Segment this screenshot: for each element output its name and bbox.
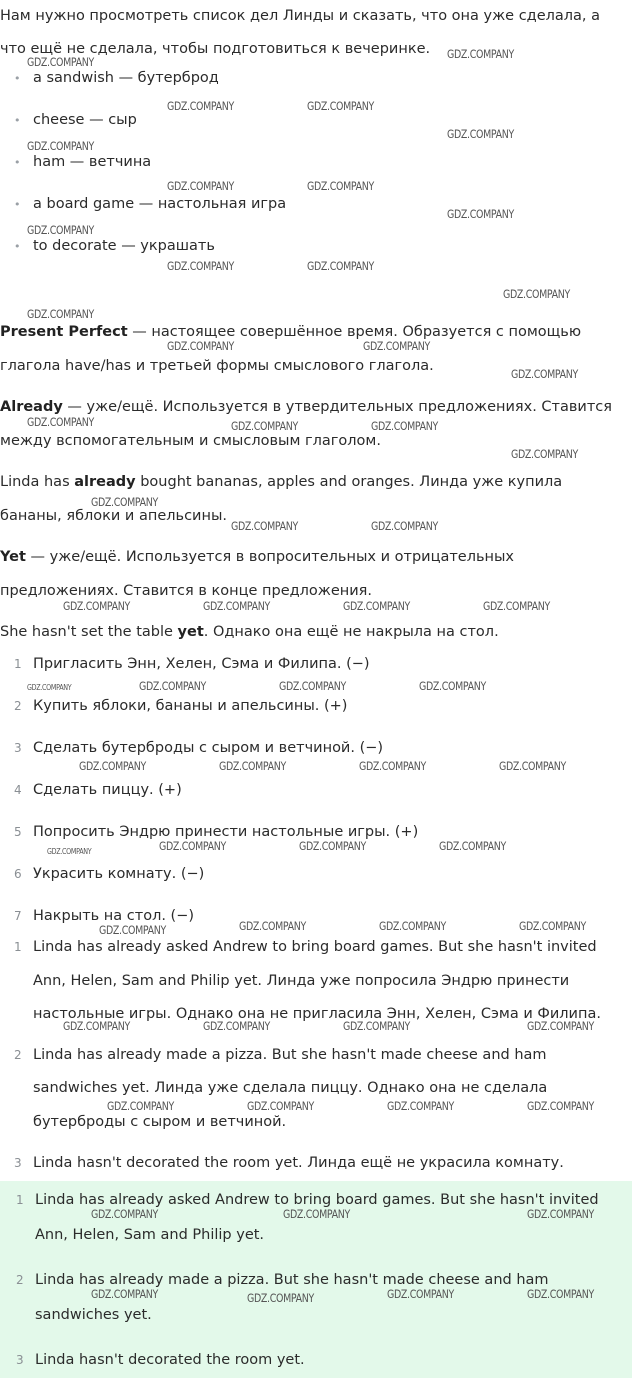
task-text: Накрыть на стол. (−) [33,908,195,924]
watermark-text: GDZ.COMPANY [107,1099,174,1113]
watermark-text: GDZ.COMPANY [371,419,438,433]
watermark-text: GDZ.COMPANY [419,679,486,693]
task-text: Украсить комнату. (−) [33,866,205,882]
task-item [0,858,626,900]
watermark-text: GDZ.COMPANY [511,367,578,381]
final-answer-text: Linda has already asked Andrew to bring board games. But she hasn't invited Ann, Helen, Sam and Philip yet. [35,1192,599,1243]
task-item [0,900,626,933]
watermark-text: GDZ.COMPANY [247,1099,314,1113]
vocab-item: • a sandwish — бутерброд [0,62,620,104]
watermark-text: GDZ.COMPANY [91,495,158,509]
task-text: Сделать пиццу. (+) [33,782,182,798]
answer-item [0,1039,626,1140]
watermark-text: GDZ.COMPANY [63,1019,130,1033]
final-answer-list [0,1183,626,1378]
item-number: 1 [16,1193,24,1207]
task-item [0,648,626,690]
task-item [0,732,626,774]
item-number: 6 [14,867,22,881]
watermark-text: GDZ.COMPANY [167,99,234,113]
final-answer-text: Linda hasn't decorated the room yet. [35,1352,305,1368]
example-part: bought bananas, apples and oranges. Линда уже купила бананы, яблоки и апельсины. [0,474,563,524]
final-answer-item [0,1263,626,1333]
already-rule [0,390,628,458]
item-number: 3 [14,1156,22,1170]
watermark-text: GDZ.COMPANY [159,839,226,853]
answer-translation-list [0,931,626,1181]
vocab-item: • a board game — настольная игра [0,188,620,230]
watermark-text: GDZ.COMPANY [91,1287,158,1301]
task-item [0,816,626,858]
example-keyword: yet [177,624,204,640]
item-number: 2 [14,1047,22,1062]
item-number: 2 [16,1273,24,1287]
item-number: 3 [14,741,22,755]
watermark-text: GDZ.COMPANY [519,919,586,933]
item-number: 2 [14,699,22,713]
watermark-text: GDZ.COMPANY [371,519,438,533]
watermark-text: GDZ.COMPANY [99,923,166,937]
yet-term: Yet [0,549,26,565]
watermark-text: GDZ.COMPANY [203,1019,270,1033]
watermark-text: GDZ.COMPANY [283,1207,350,1221]
watermark-text: GDZ.COMPANY [203,599,270,613]
task-item [0,774,626,816]
vocab-item: • to decorate — украшать [0,230,620,272]
watermark-text: GDZ.COMPANY [387,1287,454,1301]
watermark-text: GDZ.COMPANY [27,307,94,321]
watermark-text: GDZ.COMPANY [307,179,374,193]
yet-rule [0,540,628,608]
watermark-text: GDZ.COMPANY [63,599,130,613]
watermark-text: GDZ.COMPANY [503,287,570,301]
item-number: 3 [16,1353,24,1367]
item-number: 7 [14,909,22,923]
watermark-text: GDZ.COMPANY [439,839,506,853]
final-answer-text: Linda has already made a pizza. But she hasn't made cheese and ham sandwiches yet. [35,1272,549,1323]
watermark-text: GDZ.COMPANY [299,839,366,853]
watermark-text: GDZ.COMPANY [447,207,514,221]
watermark-text: GDZ.COMPANY [447,47,514,61]
answer-text: Linda has already made a pizza. But she hasn't made cheese and ham sandwiches yet. Линда уже сделала пиццу. Однако она не сделала бутерброды с сыром и ветчиной. [33,1046,548,1130]
watermark-text: GDZ.COMPANY [231,519,298,533]
watermark-text: GDZ.COMPANY [499,759,566,773]
watermark-text: GDZ.COMPANY [527,1287,594,1301]
yet-text: — уже/ещё. Используется в вопросительных и отрицательных предложениях. Ставится в конце предложения. [0,549,515,599]
watermark-text: GDZ.COMPANY [27,139,94,153]
final-answer-item [0,1343,626,1378]
intro-text: Нам нужно просмотреть список дел Линды и сказать, что она уже сделала, а что ещё не сделала, чтобы подготовиться к вечеринке. [0,8,601,57]
final-answer-box [0,1181,632,1378]
watermark-text: GDZ.COMPANY [387,1099,454,1113]
final-answer-item [0,1183,626,1253]
watermark-text: GDZ.COMPANY [27,223,94,237]
yet-example [0,615,628,649]
present-perfect-rule [0,315,628,383]
watermark-text: GDZ.COMPANY [527,1099,594,1113]
task-text: Сделать бутерброды с сыром и ветчиной. (−) [33,740,384,756]
watermark-text: GDZ.COMPANY [483,599,550,613]
watermark-text: GDZ.COMPANY [79,759,146,773]
vocab-item: • ham — ветчина [0,146,620,188]
watermark-text: GDZ.COMPANY [167,339,234,353]
already-text: — уже/ещё. Используется в утвердительных предложениях. Ставится между вспомогательным и смысловым глаголом. [0,399,612,449]
watermark-text: GDZ.COMPANY [239,919,306,933]
task-list [0,648,626,933]
watermark-text: GDZ.COMPANY [27,55,94,69]
already-term: Already [0,399,63,415]
watermark-text: GDZ.COMPANY [447,127,514,141]
vocab-list [0,62,620,272]
item-number: 4 [14,783,22,797]
watermark-text: GDZ.COMPANY [279,679,346,693]
watermark-text: GDZ.COMPANY [27,683,72,692]
watermark-text: GDZ.COMPANY [363,339,430,353]
watermark-text: GDZ.COMPANY [247,1291,314,1305]
answer-text: Linda hasn't decorated the room yet. Линда ещё не украсила комнату. [33,1155,564,1171]
item-number: 1 [14,657,22,671]
watermark-text: GDZ.COMPANY [527,1019,594,1033]
example-keyword: already [74,474,136,490]
task-text: Купить яблоки, бананы и апельсины. (+) [33,698,348,714]
watermark-text: GDZ.COMPANY [343,599,410,613]
answer-item [0,1147,626,1181]
task-item [0,690,626,732]
present-perfect-text: — настоящее совершённое время. Образуется с помощью глагола have/has и третьей формы смыслового глагола. [0,324,582,374]
watermark-text: GDZ.COMPANY [47,847,92,856]
watermark-text: GDZ.COMPANY [139,679,206,693]
answer-text: Linda has already asked Andrew to bring board games. But she hasn't invited Ann, Helen, Sam and Philip yet. Линда уже попросила Эндрю принести настольные игры. Однако она не пригласила Энн, Хелен, Сэма и Филипа. [33,939,601,1022]
watermark-text: GDZ.COMPANY [307,99,374,113]
watermark-text: GDZ.COMPANY [527,1207,594,1221]
watermark-text: GDZ.COMPANY [167,259,234,273]
task-text: Попросить Эндрю принести настольные игры. (+) [33,824,419,840]
watermark-text: GDZ.COMPANY [167,179,234,193]
item-number: 5 [14,825,22,839]
example-part: . Однако она ещё не накрыла на стол. [203,624,499,640]
present-perfect-term: Present Perfect [0,324,128,340]
watermark-text: GDZ.COMPANY [343,1019,410,1033]
watermark-text: GDZ.COMPANY [219,759,286,773]
task-text: Пригласить Энн, Хелен, Сэма и Филипа. (−) [33,656,370,672]
item-number: 1 [14,940,22,954]
watermark-text: GDZ.COMPANY [307,259,374,273]
vocab-item: • cheese — сыр [0,104,620,146]
example-part: Linda has [0,474,75,490]
example-part: She hasn't set the table [0,624,178,640]
watermark-text: GDZ.COMPANY [511,447,578,461]
watermark-text: GDZ.COMPANY [91,1207,158,1221]
already-example [0,465,628,533]
watermark-text: GDZ.COMPANY [359,759,426,773]
answer-item [0,931,626,1032]
watermark-text: GDZ.COMPANY [379,919,446,933]
watermark-text: GDZ.COMPANY [231,419,298,433]
watermark-text: GDZ.COMPANY [27,415,94,429]
